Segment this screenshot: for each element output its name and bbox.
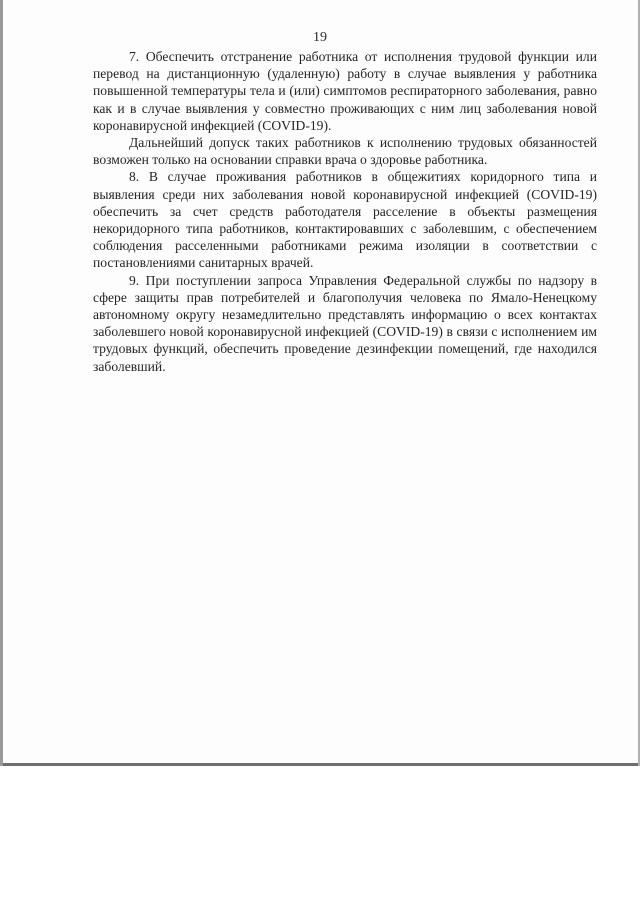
page-number: 19 bbox=[313, 30, 327, 45]
paragraph-7: 7. Обеспечить отстранение работника от исполнения трудовой функции или перевод на дистанционную (удаленную) работу в случае выявления у работника повышенной температуры тела и (или) симптомов респираторного заболевания, равно как и в случае выявления у совместно проживающих с ним лиц заболевания новой коронавирусной инфекцией (COVID-19). bbox=[93, 49, 597, 133]
scan-edge-left bbox=[0, 0, 3, 766]
document-body bbox=[93, 48, 597, 375]
paragraph-7-continuation: Дальнейший допуск таких работников к исполнению трудовых обязанностей возможен только на основании справки врача о здоровье работника. bbox=[93, 135, 597, 168]
paragraph-8: 8. В случае проживания работников в общежитиях коридорного типа и выявления среди них заболевания новой коронавирусной инфекцией (COVID-19) обеспечить за счет средств работодателя расселение в объекты размещения некоридорного типа работников, контактировавших с заболевшим, с обеспечением соблюдения расселенными работниками режима изоляции в соответствии с постановлениями санитарных врачей. bbox=[93, 169, 597, 271]
paragraph-9: 9. При поступлении запроса Управления Федеральной службы по надзору в сфере защиты прав потребителей и благополучия человека по Ямало-Ненецкому автономному округу незамедлительно представлять информацию о всех контактах заболевшего новой коронавирусной инфекцией (COVID-19) в связи с исполнением им трудовых функций, обеспечить проведение дезинфекции помещений, где находился заболевший. bbox=[93, 272, 597, 374]
